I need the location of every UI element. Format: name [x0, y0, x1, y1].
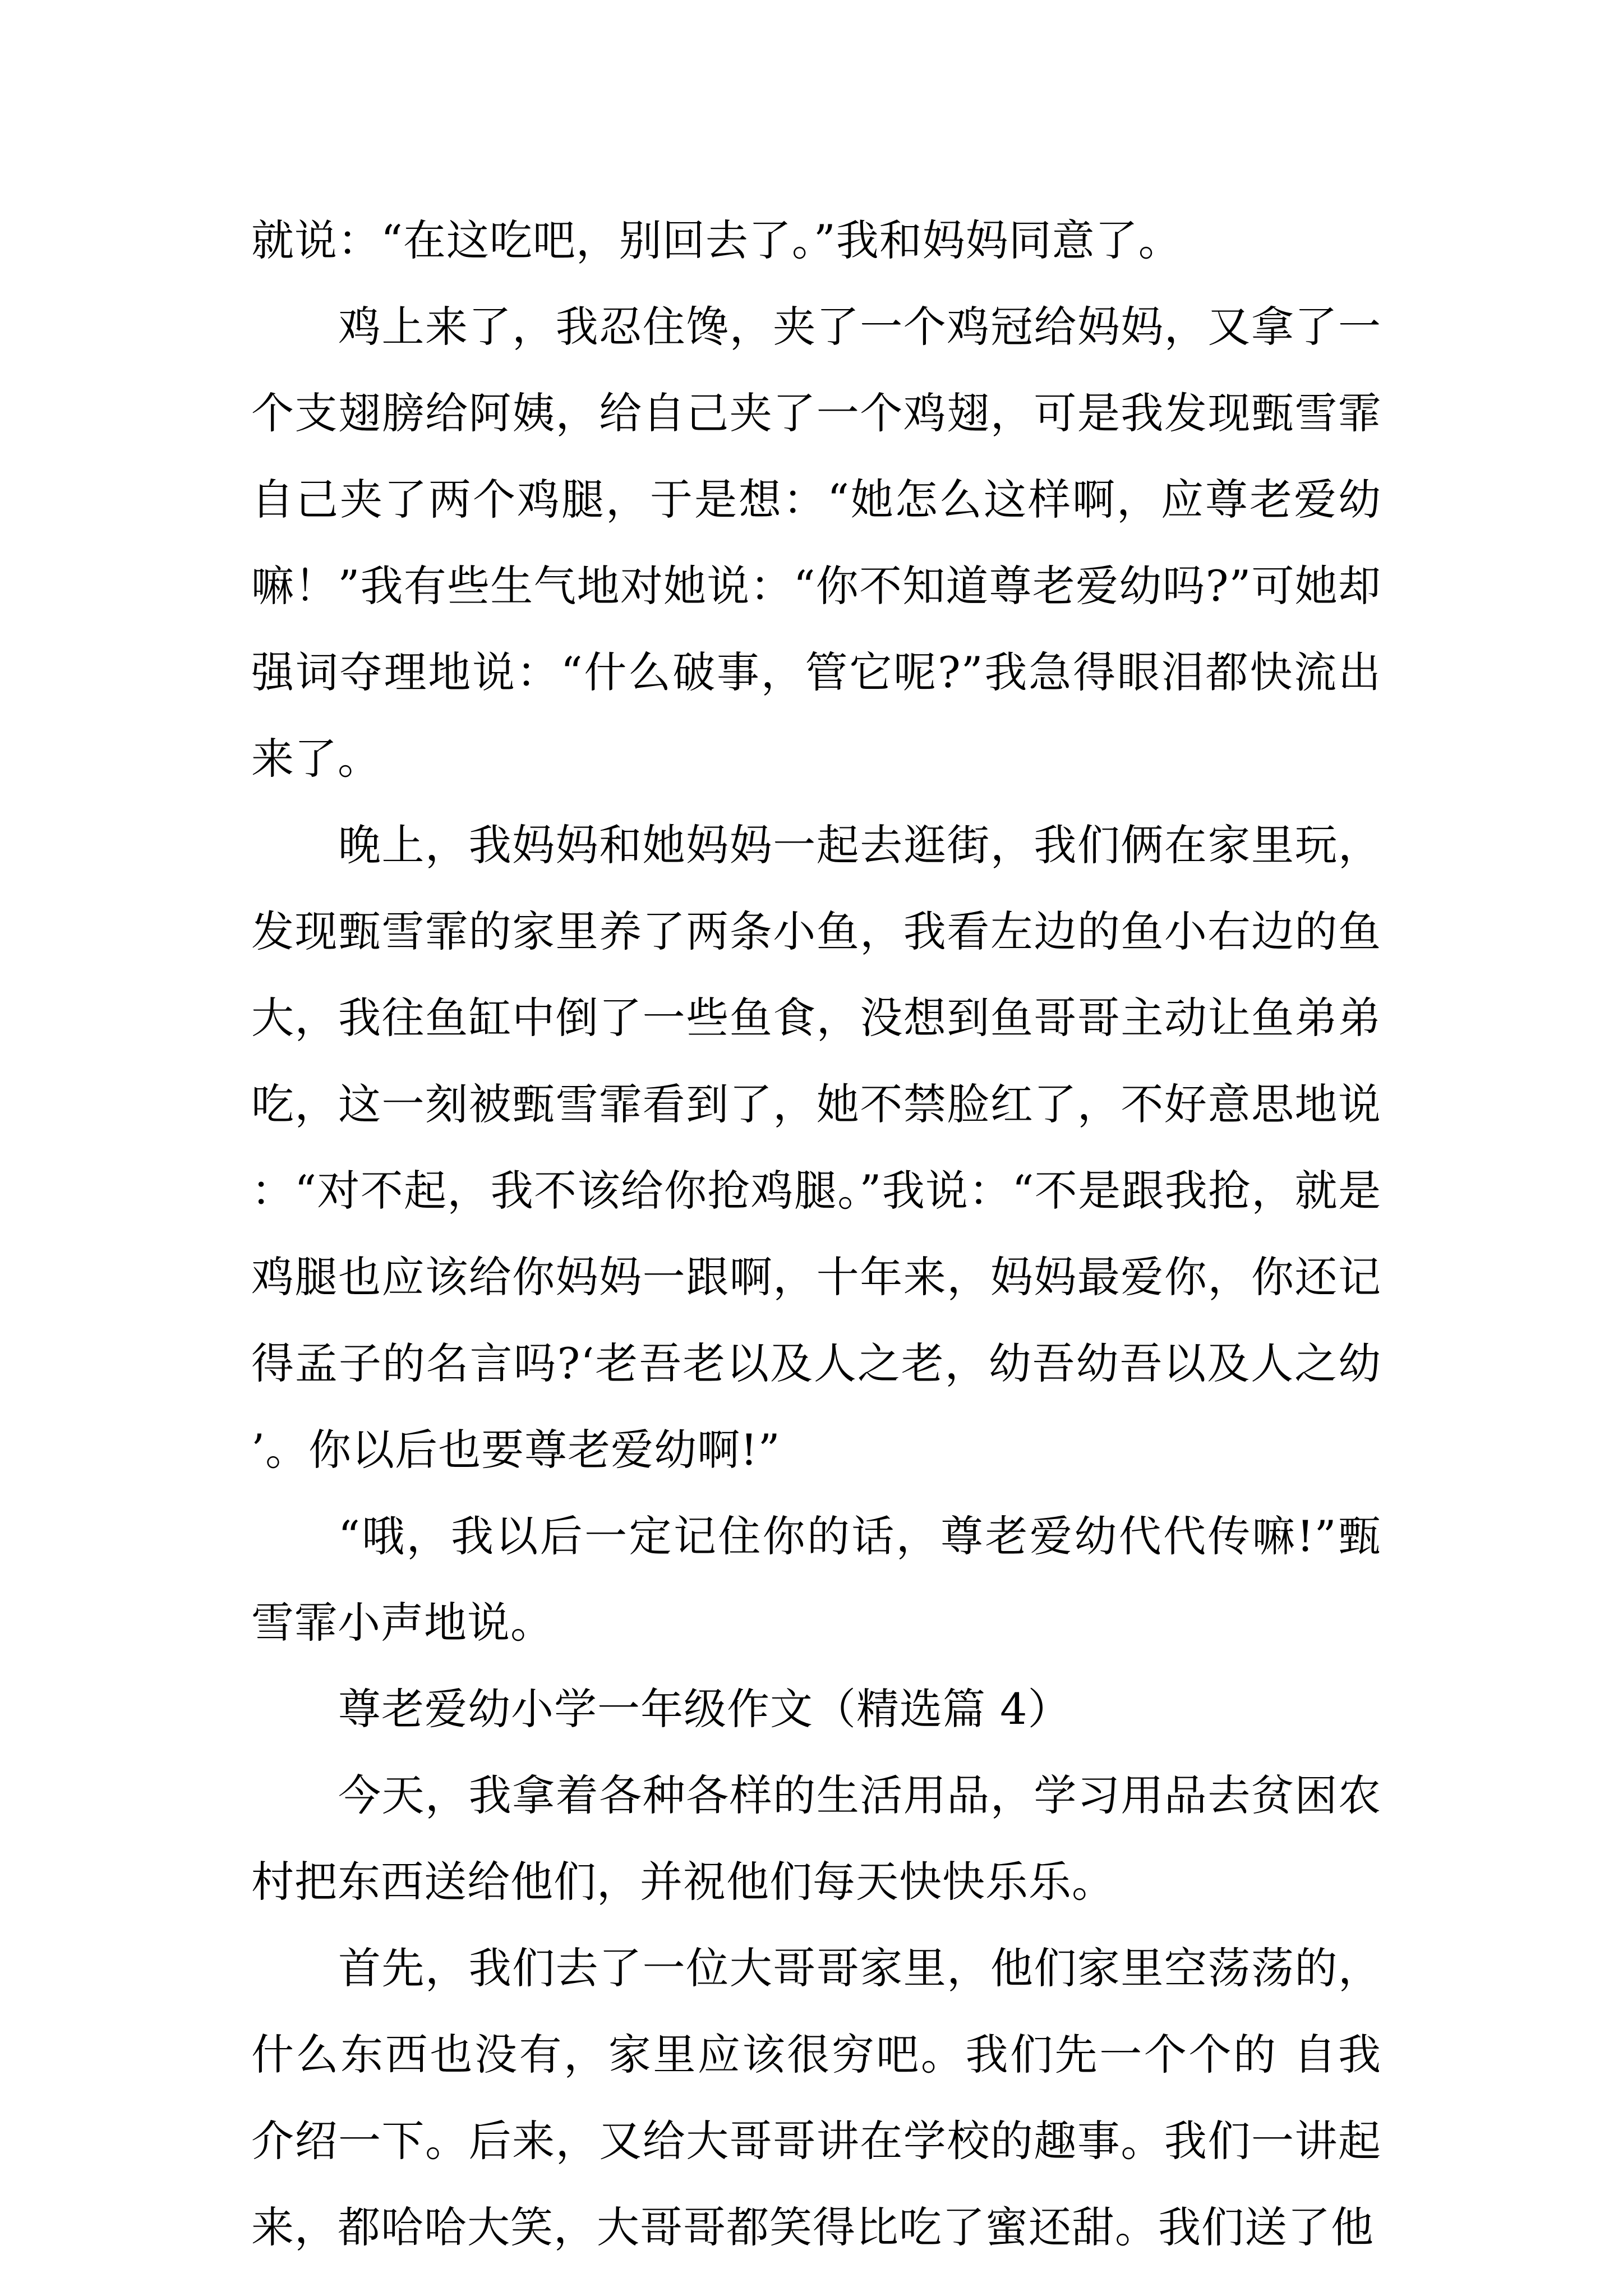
paragraph-1: 就说：“在这吃吧，别回去了。”我和妈妈同意了。 [251, 215, 1182, 265]
section-heading: 尊老爱幼小学一年级作文（精选篇 4） [338, 1684, 1071, 1734]
paragraph-4: “哦，我以后一定记住你的话，尊老爱幼代代传嘛!”甄雪霏小声地说。 [251, 1511, 1381, 1648]
paragraph-6: 首先，我们去了一位大哥哥家里，他们家里空荡荡的，什么东西也没有，家里应该很穷吧。我们先一个个的 自我介绍一下。后来，又给大哥哥讲在学校的趣事。我们一讲起来，都哈哈大笑，大哥哥都笑得比吃了蜜还甜。我们送了他 [251, 1943, 1381, 2252]
paragraph-5: 今天，我拿着各种各样的生活用品，学习用品去贫困农村把东西送给他们，并祝他们每天快快乐乐。 [251, 1770, 1381, 1907]
paragraph-2: 鸡上来了，我忍住馋，夹了一个鸡冠给妈妈，又拿了一个支翅膀给阿姨，给自己夹了一个鸡翅，可是我发现甄雪霏自己夹了两个鸡腿，于是想：“她怎么这样啊，应尊老爱幼嘛！”我有些生气地对她说：“你不知道尊老爱幼吗?”可她却强词夺理地说：“什么破事，管它呢?”我急得眼泪都快流出来了。 [251, 302, 1381, 784]
paragraph-3: 晚上，我妈妈和她妈妈一起去逛街，我们俩在家里玩，发现甄雪霏的家里养了两条小鱼，我看左边的鱼小右边的鱼大，我往鱼缸中倒了一些鱼食，没想到鱼哥哥主动让鱼弟弟吃，这一刻被甄雪霏看到了，她不禁脸红了，不好意思地说：“对不起，我不该给你抢鸡腿。”我说：“不是跟我抢，就是鸡腿也应该给你妈妈一跟啊，十年来，妈妈最爱你，你还记得孟子的名言吗?‘老吾老以及人之老，幼吾幼吾以及人之幼’。你以后也要尊老爱幼啊!” [251, 820, 1381, 1475]
document-body [251, 197, 1381, 2271]
